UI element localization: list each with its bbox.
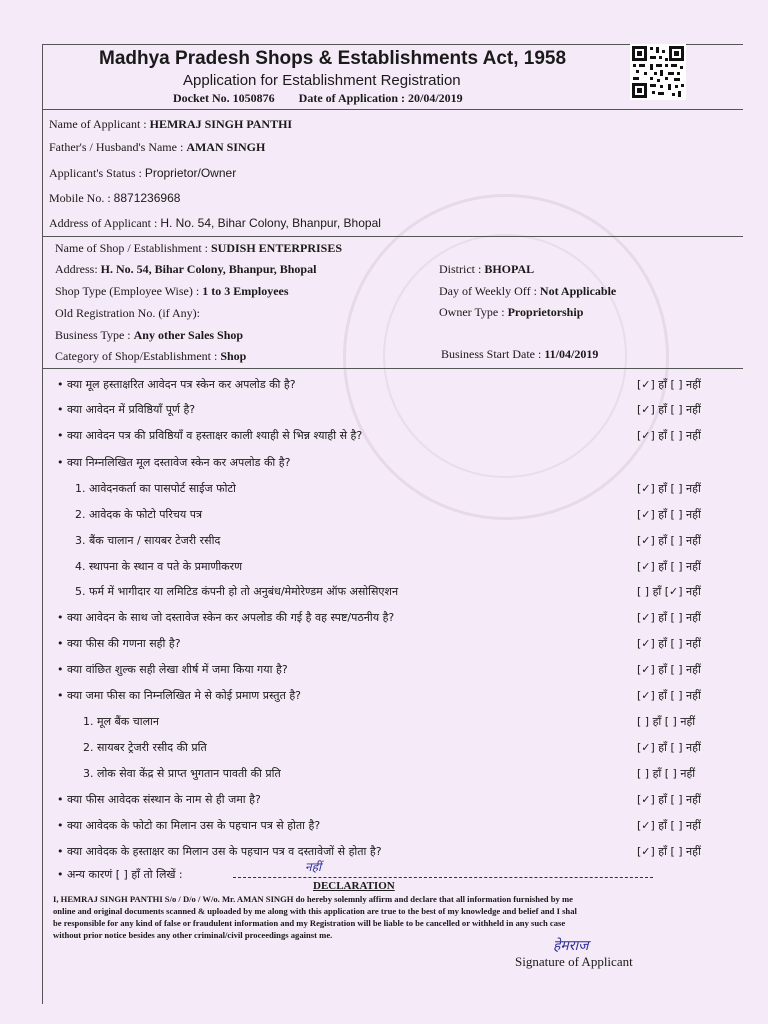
other-reasons-handwritten: नहीं [305,860,322,874]
other-reasons-line [233,877,653,878]
checklist-question: • क्या निम्नलिखित मूल दस्तावेज स्केन कर अपलोड की है? [57,456,291,469]
checklist-question: • क्या आवेदन में प्रविष्ठियाँ पूर्ण है? [57,403,196,416]
business-start-date: 11/04/2019 [544,347,599,361]
checklist-answer: [✓] हाँ [ ] नहीं [637,482,701,495]
applicant-address-row [49,216,381,231]
applicant-signature: हेमराज [553,937,589,953]
other-reasons-label: • अन्य कारणं [ ] हाँ तो लिखें : [57,868,183,881]
father-name-row [49,140,265,155]
owner-type: Proprietorship [507,305,584,319]
form-subtitle: Application for Establishment Registration [183,72,461,89]
mobile-row [49,191,180,206]
applicant-status: Proprietor/Owner [144,166,237,180]
checklist-question: 1. आवेदनकर्ता का पासपोर्ट साईज फोटो [75,482,236,495]
checklist-question: • क्या आवेदन के साथ जो दस्तावेज स्केन कर अपलोड की गई है वह स्पष्ट/पठनीय है? [57,611,395,624]
checklist-question: • क्या आवेदक के फोटो का मिलान उस के पहचान पत्र से होता है? [57,819,321,832]
checklist-answer: [✓] हाँ [ ] नहीं [637,378,701,391]
checklist-answer: [✓] हाँ [ ] नहीं [637,560,701,573]
checklist-answer: [✓] हाँ [ ] नहीं [637,663,701,676]
qr-code [630,44,686,100]
weekly-off-label: Day of Weekly Off : [439,284,537,298]
checklist-answer: [✓] हाँ [ ] नहीं [637,611,701,624]
category-row [55,349,246,364]
category-label: Category of Shop/Establishment : [55,349,218,363]
checklist-question: 5. फर्म में भागीदार या लमिटिड कंपनी हो तो अनुबंध/मेमोरेण्डम ऑफ असोसिएशन [75,585,399,598]
checklist-answer: [✓] हाँ [ ] नहीं [637,845,701,858]
district-row [439,262,534,277]
checklist-answer: [✓] हाँ [ ] नहीं [637,508,701,521]
business-start-row [441,347,598,362]
shop-name-row [55,241,342,256]
checklist-question: 4. स्थापना के स्थान व पते के प्रमाणीकरण [75,560,243,573]
applicant-name-label: Name of Applicant : [49,117,147,131]
weekly-off-row [439,284,616,299]
checklist-answer: [✓] हाँ [ ] नहीं [637,534,701,547]
old-registration-label: Old Registration No. (if Any): [55,306,200,320]
father-name-label: Father's / Husband's Name : [49,140,184,154]
checklist-answer: [✓] हाँ [ ] नहीं [637,819,701,832]
checklist-question: 1. मूल बैंक चालान [83,715,159,728]
form-title: Madhya Pradesh Shops & Establishments Act, 1958 [99,48,567,69]
shop-type-row [55,284,289,299]
shop-address-row [55,262,316,277]
checklist-question: • क्या मूल हस्ताक्षरित आवेदन पत्र स्केन कर अपलोड की है? [57,378,296,391]
father-name: AMAN SINGH [186,140,266,154]
docket-number: 1050876 [232,91,275,105]
shop-name: SUDISH ENTERPRISES [210,241,343,255]
shop-name-label: Name of Shop / Establishment : [55,241,208,255]
business-start-label: Business Start Date : [441,347,542,361]
district: BHOPAL [484,262,535,276]
checklist-answer: [✓] हाँ [ ] नहीं [637,429,701,442]
applicant-name: HEMRAJ SINGH PANTHI [149,117,293,131]
mobile-label: Mobile No. : [49,191,111,205]
category: Shop [220,349,247,363]
declaration-line-3: be responsible for any kind of false or fraudulent information and my Registration will be liable to be cancelled or withheld in any such case [53,918,566,928]
checklist-answer: [✓] हाँ [ ] नहीं [637,637,701,650]
signature-label: Signature of Applicant [515,954,633,969]
application-date: 20/04/2019 [408,91,463,105]
business-type-label: Business Type : [55,328,131,342]
declaration-line-1: I, HEMRAJ SINGH PANTHI S/o / D/o / W/o. Mr. AMAN SINGH do hereby solemnly affirm and declare that all information furnished by me [53,894,573,904]
shop-address: H. No. 54, Bihar Colony, Bhanpur, Bhopal [100,262,317,276]
business-type: Any other Sales Shop [133,328,244,342]
applicant-divider [43,236,743,237]
checklist-answer: [✓] हाँ [ ] नहीं [637,793,701,806]
date-label: Date of Application : [298,91,405,105]
status-label: Applicant's Status : [49,166,142,180]
checklist-question: 3. लोक सेवा केंद्र से प्राप्त भुगतान पावती की प्रति [83,767,281,780]
shop-type-label: Shop Type (Employee Wise) : [55,284,200,298]
checklist-question: • क्या फीस की गणना सही है? [57,637,181,650]
checklist-question: • क्या फीस आवेदक संस्थान के नाम से ही जमा है? [57,793,261,806]
checklist-question: • क्या जमा फीस का निम्नलिखित मे से कोई प्रमाण प्रस्तुत है? [57,689,302,702]
docket-label: Docket No. [173,91,230,105]
checklist-answer: [✓] हाँ [ ] नहीं [637,403,701,416]
checklist-question: • क्या आवेदक के हस्ताक्षर का मिलान उस के पहचान पत्र व दस्तावेजों से होता है? [57,845,382,858]
declaration-line-2: online and original documents scanned & uploaded by me along with this application are true to the best of my knowledge and belief and I shal [53,906,577,916]
district-label: District : [439,262,482,276]
docket-line [173,91,463,106]
applicant-address: H. No. 54, Bihar Colony, Bhanpur, Bhopal [160,216,381,230]
checklist-answer: [✓] हाँ [ ] नहीं [637,689,701,702]
checklist-question: 3. बैंक चालान / सायबर टेजरी रसीद [75,534,221,547]
applicant-address-label: Address of Applicant : [49,216,158,230]
owner-type-row [439,305,583,320]
checklist-answer: [ ] हाँ [ ] नहीं [637,715,696,728]
declaration-line-4: without prior notice besides any other criminal/civil proceedings against me. [53,930,333,940]
checklist-question: 2. सायबर ट्रेजरी रसीद की प्रति [83,741,207,754]
mobile-number: 8871236968 [113,191,181,205]
checklist-answer: [ ] हाँ [ ] नहीं [637,767,696,780]
checklist-question: • क्या वांछित शुल्क सही लेखा शीर्ष में जमा किया गया है? [57,663,288,676]
shop-divider [43,368,743,369]
status-row [49,166,236,181]
business-type-row [55,328,243,343]
application-form [42,44,743,1004]
checklist-question: • क्या आवेदन पत्र की प्रविष्ठियाँ व हस्ताक्षर काली श्याही से भिन्न श्याही से है? [57,429,363,442]
shop-address-label: Address: [55,262,98,276]
weekly-off: Not Applicable [539,284,617,298]
checklist-answer: [ ] हाँ [✓] नहीं [637,585,701,598]
checklist-answer: [✓] हाँ [ ] नहीं [637,741,701,754]
applicant-name-row [49,117,292,132]
declaration-heading: DECLARATION [313,880,395,892]
header-divider [43,109,743,110]
owner-type-label: Owner Type : [439,305,505,319]
checklist-question: 2. आवेदक के फोटो परिचय पत्र [75,508,203,521]
shop-type: 1 to 3 Employees [202,284,289,298]
old-registration-row [55,306,200,321]
